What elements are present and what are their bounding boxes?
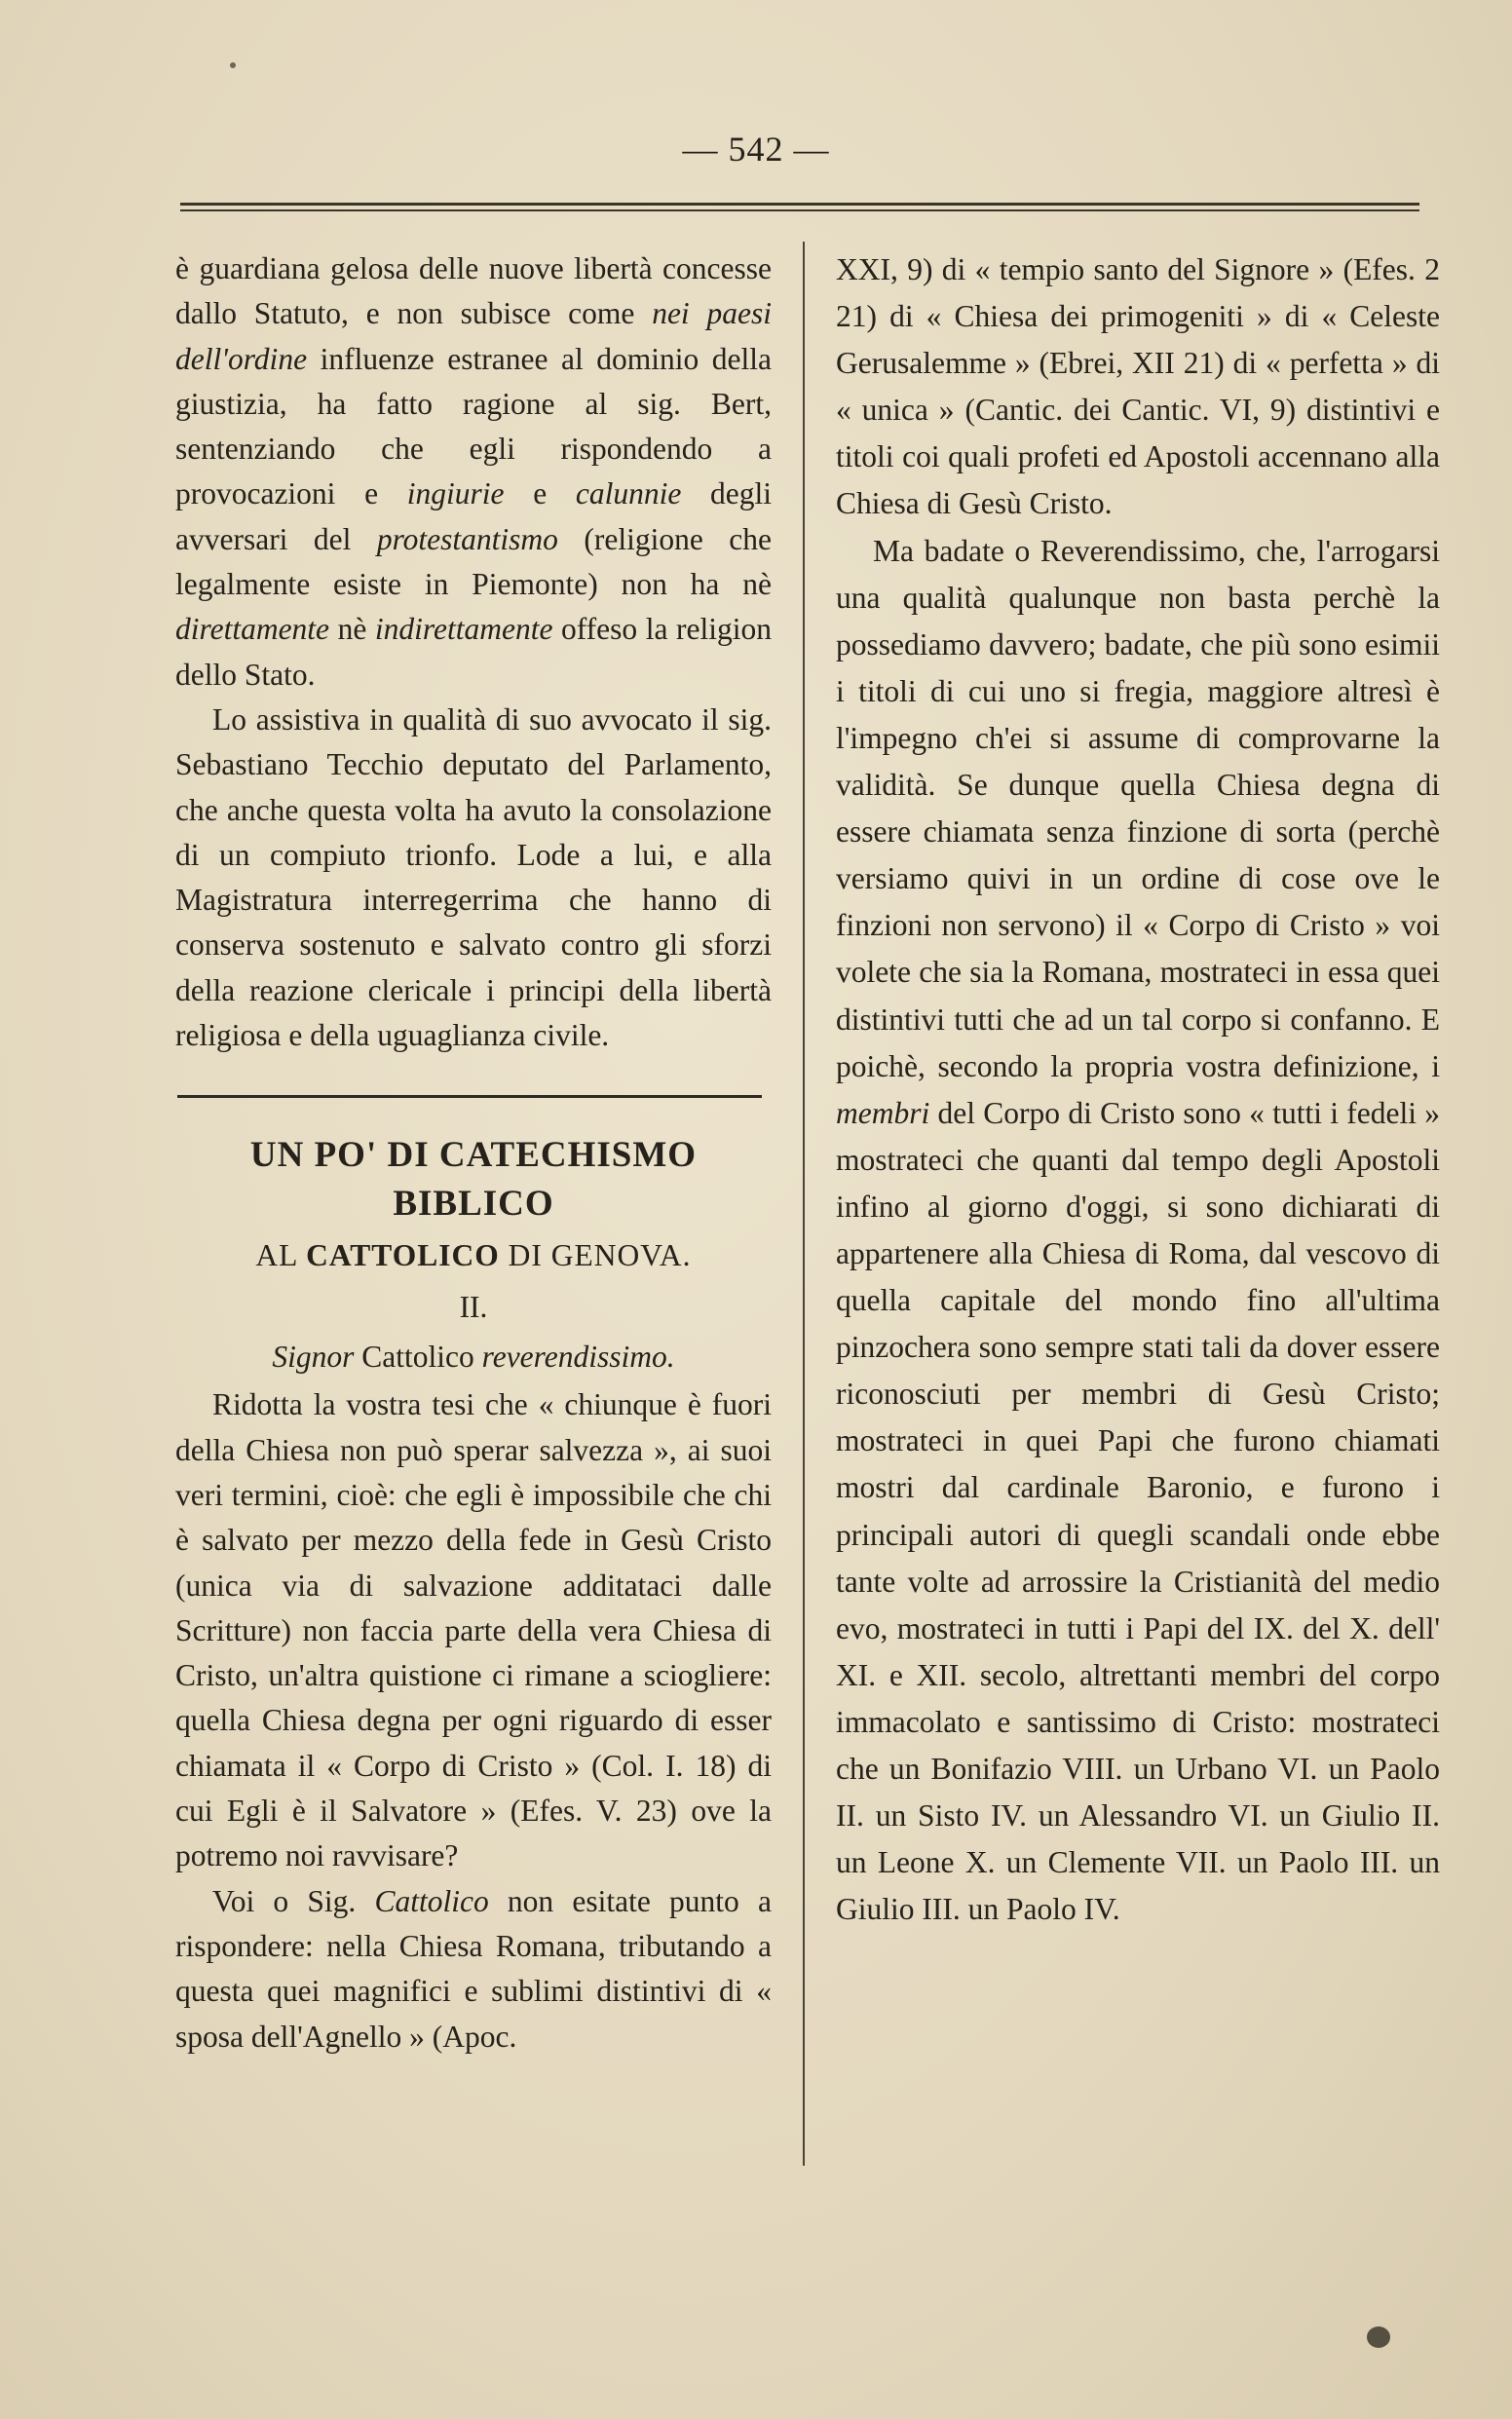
left-column <box>175 246 772 2060</box>
left-paragraph-1: è guardiana gelosa delle nuove libertà concesse dallo Statuto, e non subisce come nei paesi dell'ordine influenze estranee al dominio della giustizia, ha fatto ragione al sig. Bert, sentenziando che egli rispondendo a provocazioni e ingiurie e calunnie degli avversari del protestantismo (religione che legalmente esiste in Piemonte) non ha nè direttamente nè indirettamente offeso la religion dello Stato. <box>175 251 773 692</box>
right-column <box>836 246 1440 1933</box>
article-part-number: II. <box>459 1290 488 1325</box>
article-title: UN PO' DI CATECHISMO BIBLICO <box>249 1135 698 1225</box>
header-rule <box>180 203 1419 211</box>
ink-speck <box>230 62 236 68</box>
left-paragraph-2: Lo assistiva in qualità di suo avvocato il sig. Sebastiano Tecchio deputato del Parlamento, che anche questa volta ha avuto la consolazione di un compiuto trionfo. Lode a lui, e alla Magistratura interregerrima che hanno di conserva sostenuto e salvato contro gli sforzi della reazione clericale i principi della libertà religiosa e della uguaglianza civile. <box>175 701 772 1053</box>
right-paragraph-2: Ma badate o Reverendissimo, che, l'arrogarsi una qualità qualunque non basta perchè la possediamo davvero; badate, che più sono esimii i titoli di cui uno si fregia, maggiore altresì è l'impegno ch'ei si assume di comprovarne la validità. Se dunque quella Chiesa degna di essere chiamata senza finzione di sorta (perchè versiamo quivi in un ordine di cose ove le finzioni non servono) il « Corpo di Cristo » voi volete che sia la Romana, mostrateci in essa quei distintivi tutti che ad un tal corpo si confanno. E poichè, secondo la propria vostra definizione, i membri del Corpo di Cristo sono « tutti i fedeli » mostrateci che quanti dal tempo degli Apostoli infino al giorno d'oggi, si sono dichiarati di appartenere alla Chiesa di Roma, dal vescovo di quella capitale del mondo fino all'ultima pinzochera sono sempre stati tali da dover essere riconosciuti per membri di Gesù Cristo; mostrateci in quei Papi che furono chiamati mostri dal cardinale Baronio, e furono i principali autori di quegli scandali onde ebbe tante volte ad arrossire la Cristianità del medio evo, mostrateci in tutti i Papi del IX. del X. dell' XI. e XII. secolo, altrettanti membri del corpo immacolato e santissimo di Cristo: mostrateci che un Bonifazio VIII. un Urbano VI. un Paolo II. un Sisto IV. un Alessandro VI. un Giulio II. un Leone X. un Clemente VII. un Paolo III. un Giulio III. un Paolo IV. <box>836 533 1440 1927</box>
subtitle-prefix: AL <box>255 1238 298 1273</box>
subtitle-suffix: DI GENOVA. <box>508 1238 692 1273</box>
ink-speck <box>1367 2326 1390 2348</box>
article-subtitle <box>175 1228 772 1283</box>
subtitle-caps: CATTOLICO <box>306 1238 500 1273</box>
column-divider <box>803 242 805 2166</box>
right-paragraph-1: XXI, 9) di « tempio santo del Signore » (Efes. 2 21) di « Chiesa dei primogeniti » di « Celeste Gerusalemme » (Ebrei, XII 21) di « perfetta » di « unica » (Cantic. dei Cantic. VI, 9) distintivi e titoli coi quali profeti ed Apostoli accennano alla Chiesa di Gesù Cristo. <box>836 252 1440 521</box>
salutation: Signor Cattolico reverendissimo. <box>272 1340 675 1375</box>
left-paragraph-3: Ridotta la vostra tesi che « chiunque è fuori della Chiesa non può sperar salvezza », ai suoi veri termini, cioè: che egli è impossibile che chi è salvato per mezzo della fede in Gesù Cristo (unica via di salvazione additataci dalle Scritture) non faccia parte della vera Chiesa di Cristo, un'altra quistione ci rimane a sciogliere: quella Chiesa degna per ogni riguardo di esser chiamata il « Corpo di Cristo » (Col. I. 18) di cui Egli è il Salvatore » (Efes. V. 23) ove la potremo noi ravvisare? <box>175 1387 772 1873</box>
left-paragraph-4: Voi o Sig. Cattolico non esitate punto a rispondere: nella Chiesa Romana, tributando a questa quei magnifici e sublimi distintivi di « sposa dell'Agnello » (Apoc. <box>175 1883 772 2054</box>
section-divider <box>177 1095 762 1098</box>
page-number: — 542 — <box>682 130 830 169</box>
